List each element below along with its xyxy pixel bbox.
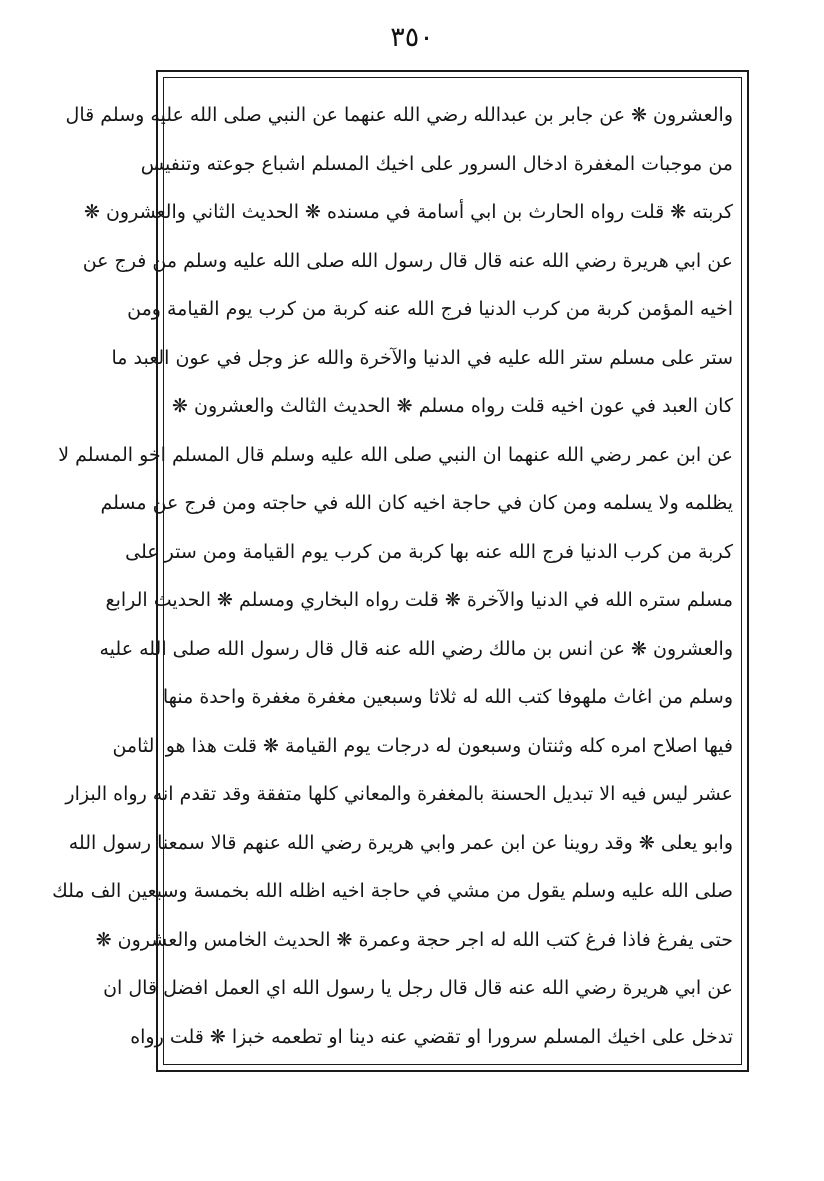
text-line-15: عشر ليس فيه الا تبديل الحسنة بالمغفرة والمعاني كلها متفقة وقد تقدم انه رواه البزار <box>65 783 733 805</box>
page-number: ٣٥٠ <box>390 22 434 53</box>
text-line-5: اخيه المؤمن كربة من كرب الدنيا فرج الله عنه كربة من كرب يوم القيامة ومن <box>127 298 733 320</box>
text-line-16: وابو يعلى ❋ وقد روينا عن ابن عمر وابي هريرة رضي الله عنهم قالا سمعنا رسول الله <box>68 831 733 854</box>
text-line-7: كان العبد في عون اخيه قلت رواه مسلم ❋ الحديث الثالث والعشرون ❋ <box>172 395 733 417</box>
text-line-19: عن ابي هريرة رضي الله عنه قال قال رجل يا رسول الله اي العمل افضل قال ان <box>103 977 733 999</box>
text-line-4: عن ابي هريرة رضي الله عنه قال قال رسول الله صلى الله عليه وسلم من فرج عن <box>82 249 733 272</box>
text-line-10: كربة من كرب الدنيا فرج الله عنه بها كربة من كرب يوم القيامة ومن ستر على <box>125 540 733 563</box>
text-line-2: من موجبات المغفرة ادخال السرور على اخيك المسلم اشباع جوعته وتنفيس <box>140 152 733 175</box>
text-line-3: كربته ❋ قلت رواه الحارث بن ابي أسامة في مسنده ❋ الحديث الثاني والعشرون ❋ <box>84 201 733 223</box>
text-line-13: وسلم من اغاث ملهوفا كتب الله له ثلاثا وسبعين مغفرة مغفرة واحدة منها <box>162 686 733 708</box>
text-line-17: صلى الله عليه وسلم يقول من مشي في حاجة اخيه اظله الله بخمسة وسبعين الف ملك <box>52 880 733 902</box>
text-line-20: تدخل على اخيك المسلم سرورا او تقضي عنه دينا او تطعمه خبزا ❋ قلت رواه <box>130 1025 733 1048</box>
text-line-6: ستر على مسلم ستر الله عليه في الدنيا والآخرة والله عز وجل في عون العبد ما <box>111 346 733 369</box>
hadith-text-body <box>52 91 733 1061</box>
text-line-11: مسلم ستره الله في الدنيا والآخرة ❋ قلت رواه البخاري ومسلم ❋ الحديث الرابع <box>105 589 733 611</box>
text-line-14: فيها اصلاح امره كله وثنتان وسبعون له درجات يوم القيامة ❋ قلت هذا هو الثامن <box>112 734 733 757</box>
text-line-1: والعشرون ❋ عن جابر بن عبدالله رضي الله عنهما عن النبي صلى الله عليه وسلم قال <box>65 104 733 126</box>
text-line-12: والعشرون ❋ عن انس بن مالك رضي الله عنه قال قال رسول الله صلى الله عليه <box>99 637 733 660</box>
text-line-9: يظلمه ولا يسلمه ومن كان في حاجة اخيه كان الله في حاجته ومن فرج عن مسلم <box>100 492 733 514</box>
text-line-8: عن ابن عمر رضي الله عنهما ان النبي صلى الله عليه وسلم قال المسلم اخو المسلم لا <box>58 443 733 466</box>
text-line-18: حتى يفرغ فاذا فرغ كتب الله له اجر حجة وعمرة ❋ الحديث الخامس والعشرون ❋ <box>95 928 733 951</box>
